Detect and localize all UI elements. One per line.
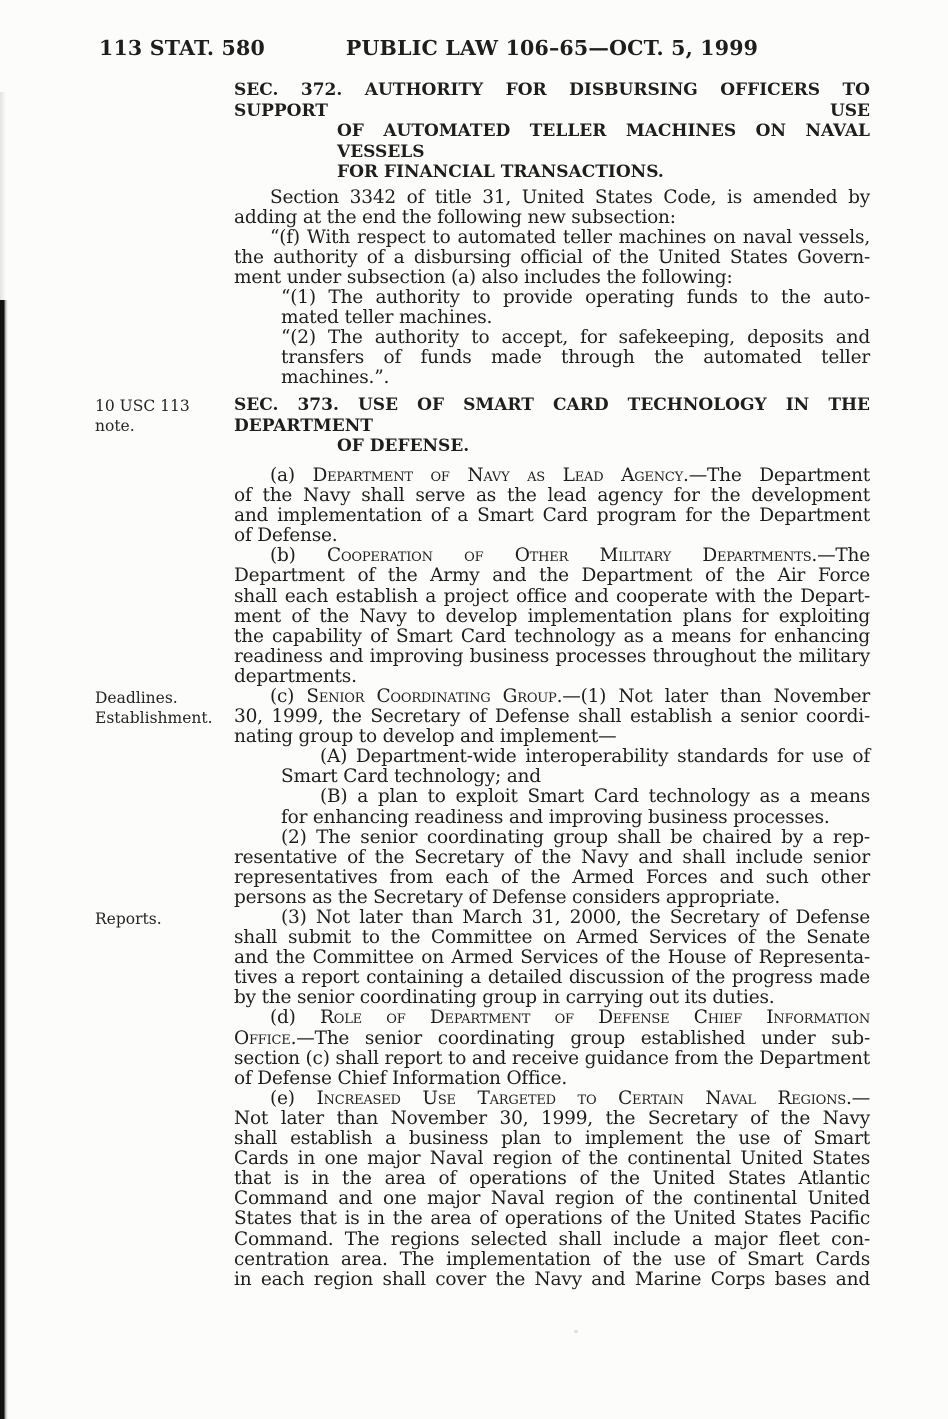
text-line [234, 1209, 870, 1229]
text-segment: section (c) shall report to and receive guidance from the Department [234, 1047, 870, 1069]
text-line [234, 808, 870, 828]
text-segment: Command and one major Naval region of the continental United [234, 1188, 870, 1210]
text-line [234, 486, 870, 506]
text-segment: machines.”. [281, 367, 390, 389]
text-line [234, 848, 870, 868]
text-segment: (a) [270, 464, 313, 486]
margin-note [95, 688, 227, 728]
sec-373-b [234, 546, 870, 687]
running-head [0, 36, 948, 60]
text-segment: —The Department [688, 464, 870, 486]
text-line [234, 526, 870, 546]
text-line [234, 228, 870, 248]
public-law-title: PUBLIC LAW 106–65—OCT. 5, 1999 [345, 36, 759, 60]
text-segment: “(1) The authority to provide operating funds to the auto- [281, 286, 870, 308]
sec-373-c [95, 685, 870, 908]
text-line [234, 968, 870, 988]
text-segment: (e) [270, 1087, 317, 1109]
text-line [234, 506, 870, 526]
text-segment: shall establish a business plan to implement the use of Smart [234, 1128, 870, 1150]
text-segment: (2) The senior coordinating group shall be chaired by a rep- [281, 826, 870, 848]
text-segment: FOR FINANCIAL TRANSACTIONS. [337, 162, 664, 182]
text-segment: Command. The regions selected shall include a major fleet con- [234, 1228, 870, 1250]
sec-373-d [234, 1008, 870, 1088]
text-segment: OF DEFENSE. [337, 436, 470, 457]
text-line [234, 208, 870, 228]
text-line [234, 1189, 870, 1209]
text-line [234, 1029, 870, 1049]
margin-note-line: Establishment. [95, 708, 213, 727]
text-segment: Not later than November 30, 1999, the Secretary of the Navy [234, 1107, 870, 1129]
small-caps-text: Department of Navy as Lead Agency. [312, 464, 689, 486]
text-segment: (B) a plan to exploit Smart Card technology as a means [320, 786, 870, 808]
text-line [234, 908, 870, 928]
text-segment: and implementation of a Smart Card program for the Department [234, 505, 870, 527]
sec-373-a [234, 466, 870, 546]
text-segment: readiness and improving business processes throughout the military [234, 645, 870, 667]
text-segment: —The [817, 545, 870, 567]
margin-note-line: 10 USC 113 note. [95, 397, 190, 436]
text-segment: (d) [270, 1007, 321, 1029]
text-segment: —The senior coordinating group established under sub- [296, 1027, 870, 1049]
text-segment: that is in the area of operations of the United States Atlantic [234, 1168, 870, 1190]
text-line [234, 121, 870, 162]
text-segment: the capability of Smart Card technology as a means for enhancing [234, 625, 870, 647]
text-line [234, 1129, 870, 1149]
text-line [234, 308, 870, 328]
small-caps-text: Cooperation of Other Military Departments. [327, 545, 818, 567]
text-line [234, 80, 870, 121]
text-line [234, 868, 870, 888]
text-segment: adding at the end the following new subsection: [234, 206, 676, 228]
text-line [234, 627, 870, 647]
text-segment: mated teller machines. [281, 307, 493, 329]
text-line [234, 828, 870, 848]
text-segment: departments. [234, 665, 357, 687]
sec-373-e [234, 1089, 870, 1290]
text-segment: nating group to develop and implement— [234, 726, 617, 748]
text-segment: OF AUTOMATED TELLER MACHINES ON NAVAL VESSELS [337, 121, 870, 162]
text-segment: transfers of funds made through the automated teller [281, 347, 870, 369]
text-segment: (3) Not later than March 31, 2000, the Secretary of Defense [281, 907, 870, 928]
text-segment: Department of the Army and the Department of the Air Force [234, 565, 870, 587]
text-line [234, 707, 870, 727]
text-segment: of the Navy shall serve as the lead agency for the development [234, 485, 870, 507]
text-segment: representatives from each of the Armed Forces and such other [234, 866, 870, 888]
text-line [234, 188, 870, 208]
text-segment: by the senior coordinating group in carrying out its duties. [234, 987, 775, 1009]
text-line [234, 328, 870, 348]
margin-note-line: Deadlines. [95, 688, 178, 707]
text-line [234, 248, 870, 268]
margin-note [95, 909, 227, 929]
sec-372-heading [234, 80, 870, 183]
text-line [234, 747, 870, 767]
text-segment: Cards in one major Naval region of the continental United States [234, 1148, 870, 1170]
text-line [234, 162, 870, 183]
text-line [234, 1149, 870, 1169]
text-line [234, 1169, 870, 1189]
text-segment: tives a report containing a detailed discussion of the progress made [234, 967, 870, 989]
stat-page-number: 113 STAT. 580 [99, 36, 265, 60]
text-line [234, 767, 870, 787]
text-line [234, 348, 870, 368]
text-segment: the authority of a disbursing official of the United States Govern- [234, 246, 870, 268]
text-line [234, 687, 870, 707]
text-line [234, 647, 870, 667]
text-line [234, 1230, 870, 1250]
text-line [234, 667, 870, 687]
text-line [234, 727, 870, 747]
text-segment: “(f) With respect to automated teller machines on naval vessels, [270, 226, 870, 248]
text-segment: ment of the Navy to develop implementation plans for exploiting [234, 605, 870, 627]
text-segment: of Defense. [234, 525, 338, 547]
small-caps-text: Senior Coordinating Group. [306, 685, 563, 707]
text-segment: “(2) The authority to accept, for safekeeping, deposits and [281, 327, 870, 349]
scan-artifact-bar [0, 300, 8, 1419]
text-segment: of Defense Chief Information Office. [234, 1067, 568, 1089]
text-line [234, 587, 870, 607]
scan-artifact-speck [574, 1330, 578, 1333]
text-segment: — [851, 1087, 870, 1109]
text-line [234, 1250, 870, 1270]
sec-372-body [234, 188, 870, 389]
text-line [234, 288, 870, 308]
text-segment: centration area. The implementation of the use of Smart Cards [234, 1248, 870, 1270]
text-segment: persons as the Secretary of Defense considers appropriate. [234, 886, 781, 908]
text-line [234, 546, 870, 566]
text-line [234, 1109, 870, 1129]
small-caps-text: Increased Use Targeted to Certain Naval Regions. [316, 1087, 852, 1109]
text-line [234, 888, 870, 908]
sec-373-c3 [95, 907, 870, 1009]
text-line [234, 948, 870, 968]
text-line [234, 466, 870, 486]
text-line [234, 566, 870, 586]
text-segment: shall each establish a project office and cooperate with the Depart- [234, 585, 870, 607]
text-line [234, 368, 870, 388]
small-caps-text: Office. [234, 1027, 297, 1049]
scan-artifact-strip [0, 92, 6, 302]
text-line [234, 928, 870, 948]
text-segment: SEC. 373. USE OF SMART CARD TECHNOLOGY IN THE DEPARTMENT [234, 395, 870, 436]
text-segment: (A) Department-wide interoperability standards for use of [320, 746, 870, 768]
margin-note [95, 396, 227, 436]
text-segment: resentative of the Secretary of the Navy and shall include senior [234, 846, 870, 868]
text-segment: (c) [270, 685, 307, 707]
text-line [234, 268, 870, 288]
text-line [234, 1069, 870, 1089]
text-line [234, 1008, 870, 1028]
text-segment: in each region shall cover the Navy and Marine Corps bases and [234, 1268, 870, 1290]
text-segment: (b) [270, 545, 327, 567]
text-segment: ment under subsection (a) also includes the following: [234, 266, 733, 288]
text-segment: and the Committee on Armed Services of the House of Representa- [234, 947, 870, 969]
text-segment: for enhancing readiness and improving business processes. [281, 806, 830, 828]
text-segment: 30, 1999, the Secretary of Defense shall establish a senior coordi- [234, 706, 870, 728]
small-caps-text: Role of Department of Defense Chief Information [320, 1007, 871, 1029]
text-line [234, 1270, 870, 1290]
margin-note-line: Reports. [95, 910, 162, 928]
text-line [234, 607, 870, 627]
text-line [234, 787, 870, 807]
text-line [234, 1089, 870, 1109]
sec-373-heading [95, 395, 870, 457]
text-line [234, 436, 870, 457]
text-segment: States that is in the area of operations of the United States Pacific [234, 1208, 870, 1230]
text-segment: —(1) Not later than November [562, 685, 870, 707]
text-line [234, 1049, 870, 1069]
text-segment: SEC. 372. AUTHORITY FOR DISBURSING OFFICERS TO SUPPORT USE [234, 80, 870, 121]
text-column [95, 80, 871, 1290]
text-line [234, 395, 870, 436]
text-segment: Smart Card technology; and [281, 766, 541, 788]
text-segment: Section 3342 of title 31, United States Code, is amended by [270, 186, 870, 208]
text-line [234, 988, 870, 1008]
text-segment: shall submit to the Committee on Armed Services of the Senate [234, 927, 870, 949]
